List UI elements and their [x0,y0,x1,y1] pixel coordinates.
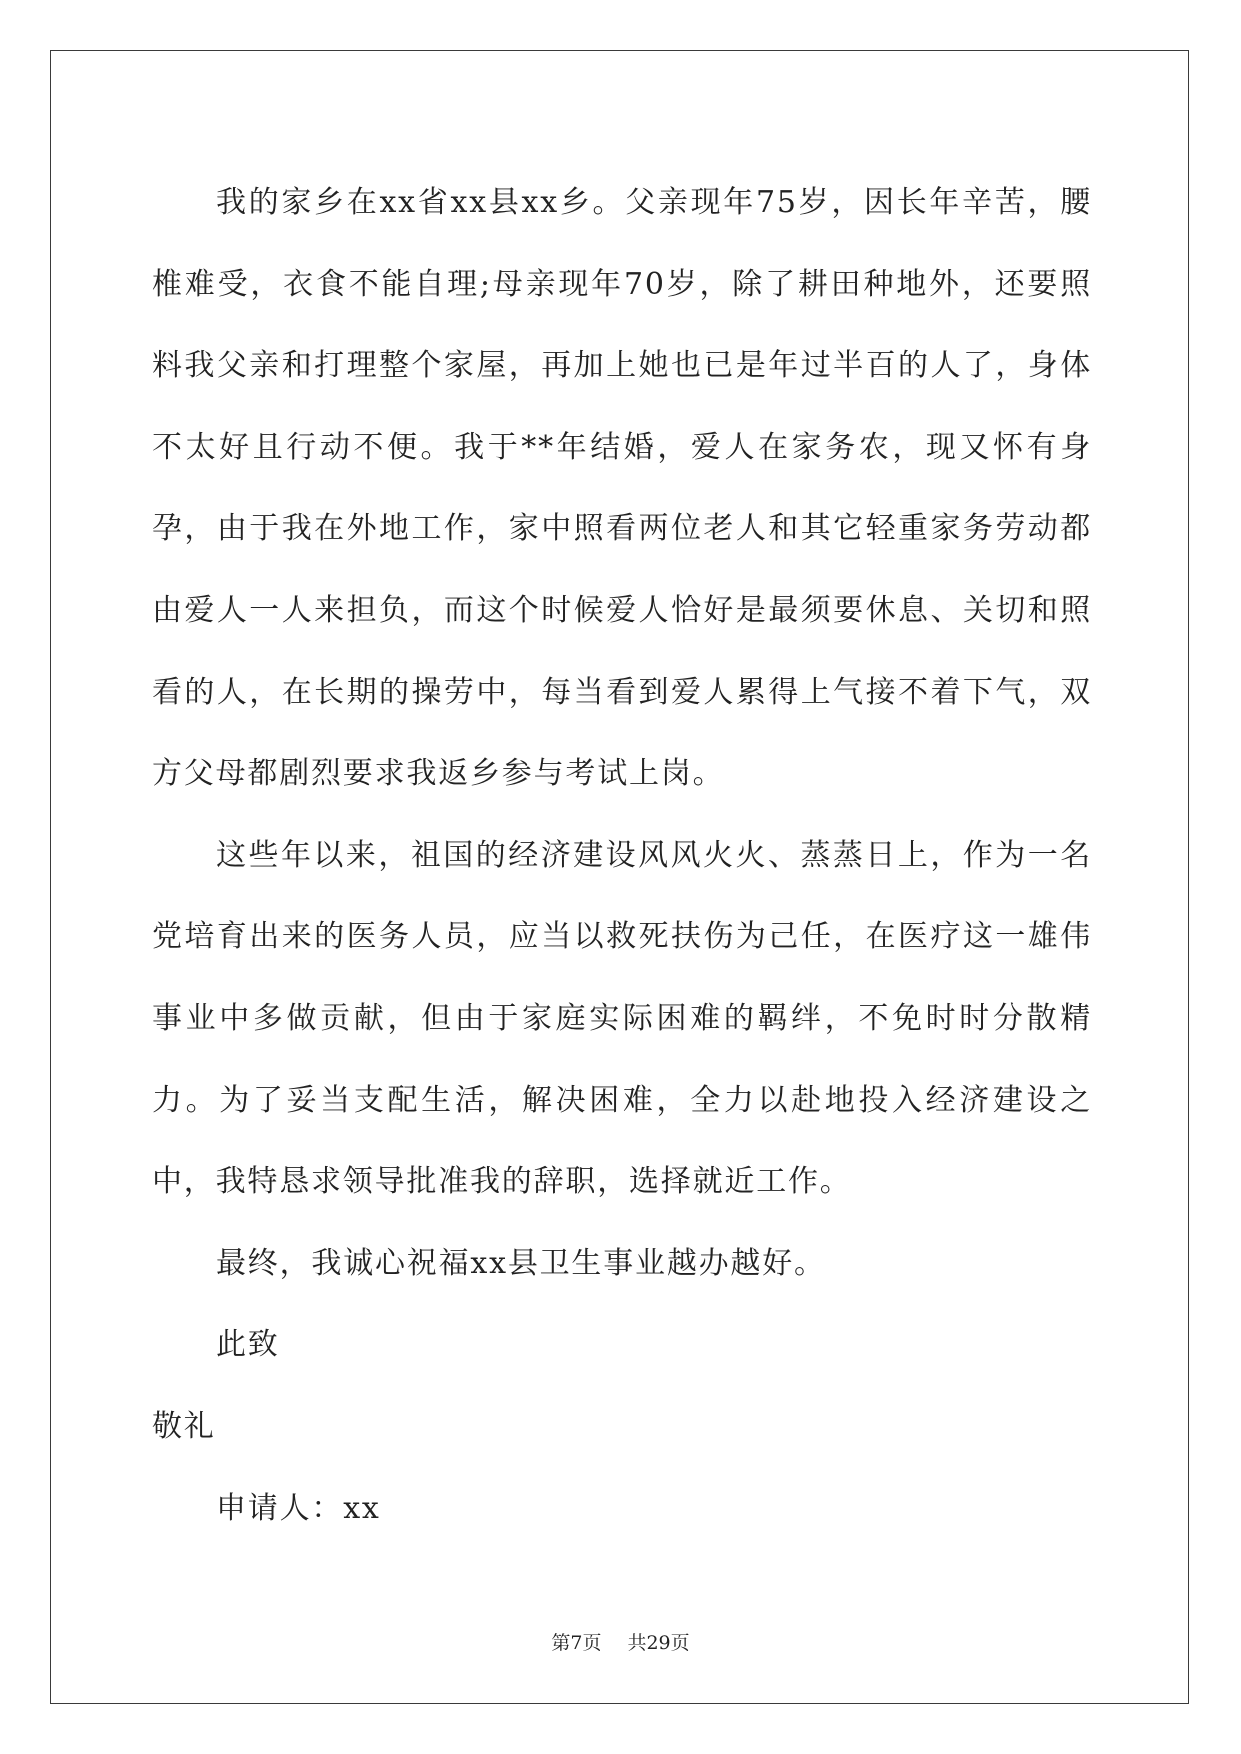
paragraph-best-wishes: 最终，我诚心祝福xx县卫生事业越办越好。 [216,1245,826,1281]
paragraph-family-situation: 我的家乡在xx省xx县xx乡。父亲现年75岁，因长年辛苦，腰椎难受，衣食不能自理;母亲现年70岁，除了耕田种地外，还要照料我父亲和打理整个家屋，再加上她也已是年过半百的人了，身体不太好且行动不便。我于**年结婚，爱人在家务农，现又怀有身孕，由于我在外地工作，家中照看两位老人和其它轻重家务劳动都由爱人一人来担负，而这个时候爱人恰好是最须要休息、关切和照看的人，在长期的操劳中，每当看到爱人累得上气接不着下气，双方父母都剧烈要求我返乡参与考试上岗。 [152,185,1092,792]
letter-body [152,162,1092,1550]
salutation: 敬礼 [152,1409,216,1445]
page-footer [0,1628,1241,1655]
closing-phrase: 此致 [216,1327,280,1363]
paragraph-resignation-request: 这些年以来，祖国的经济建设风风火火、蒸蒸日上，作为一名党培育出来的医务人员，应当以救死扶伤为己任，在医疗这一雄伟事业中多做贡献，但由于家庭实际困难的羁绊，不免时时分散精力。为了妥当支配生活，解决困难，全力以赴地投入经济建设之中，我特恳求领导批准我的辞职，选择就近工作。 [152,837,1092,1200]
page-total: 共29页 [627,1632,690,1654]
signature: 申请人：xx [216,1491,381,1527]
page-number: 第7页 [551,1632,602,1654]
